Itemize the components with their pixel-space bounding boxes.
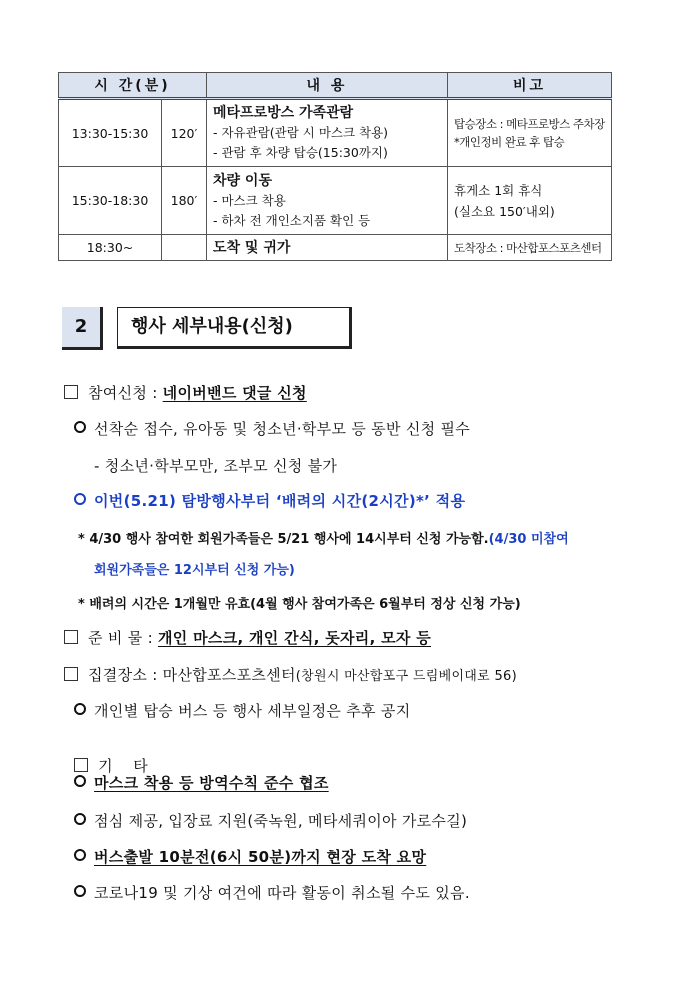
cell-content	[207, 235, 448, 261]
content-line: - 마스크 착용	[213, 192, 286, 208]
mask-text: 마스크 착용 등 방역수칙 준수 협조	[94, 774, 329, 792]
covid-row	[74, 882, 470, 903]
bus-depart-row	[74, 846, 426, 867]
table-row	[59, 99, 612, 167]
no-alone-text: - 청소년·학부모만, 조부모 신청 불가	[94, 457, 338, 475]
consider-text: 이번(5.21) 탐방행사부터 ‘배려의 시간(2시간)*’ 적용	[94, 492, 466, 510]
circle-bullet-icon	[74, 885, 86, 897]
note-line: (실소요 150′내외)	[454, 203, 555, 219]
checkbox-square-icon	[64, 385, 78, 399]
prep-label: 준 비 물 :	[88, 629, 153, 647]
note1-row	[78, 528, 569, 547]
lunch-text: 점심 제공, 입장료 지원(죽녹원, 메타세쿼이아 가로수길)	[94, 812, 468, 830]
meet-row	[64, 664, 517, 685]
bus-notice-text: 개인별 탑승 버스 등 행사 세부일정은 추후 공지	[94, 702, 411, 720]
apply-row	[64, 382, 307, 403]
cell-minutes: 180′	[162, 167, 207, 235]
note1-cont-text: 회원가족들은 12시부터 신청 가능)	[94, 563, 295, 578]
cell-time: 15:30-18:30	[59, 167, 162, 235]
note1-text: * 4/30 행사 참여한 회원가족들은 5/21 행사에 14시부터 신청 가능함.	[78, 532, 489, 547]
content-title: 도착 및 귀가	[213, 239, 291, 256]
header-time: 시 간(분)	[59, 73, 207, 99]
content-title: 메타프로방스 가족관람	[213, 105, 354, 121]
note2-row	[78, 593, 521, 612]
first-come-row	[74, 418, 470, 439]
circle-bullet-icon	[74, 849, 86, 861]
note2-text: * 배려의 시간은 1개월만 유효(4월 행사 참여가족은 6월부터 정상 신청 가능)	[78, 597, 521, 612]
meet-address: (창원시 마산합포구 드림베이대로 56)	[295, 669, 517, 684]
circle-bullet-icon	[74, 813, 86, 825]
table-row	[59, 167, 612, 235]
bus-depart-text: 버스출발 10분전(6시 50분)까지 현장 도착 요망	[94, 848, 427, 866]
bus-notice-row	[74, 700, 411, 721]
header-note: 비고	[448, 73, 612, 99]
header-content: 내 용	[207, 73, 448, 99]
etc-label: 기 타	[98, 757, 148, 775]
cell-content	[207, 99, 448, 167]
etc-row	[64, 737, 148, 776]
consider-row	[74, 490, 465, 511]
note-line: 탑승장소 : 메타프로방스 주차장	[454, 117, 605, 131]
circle-bullet-icon	[74, 775, 86, 787]
table-header-row	[59, 73, 612, 99]
no-alone-row	[94, 455, 337, 476]
cell-time: 13:30-15:30	[59, 99, 162, 167]
first-come-text: 선착순 접수, 유아동 및 청소년·학부모 등 동반 신청 필수	[94, 420, 471, 438]
note-line: *개인정비 완료 후 탑승	[454, 135, 565, 149]
schedule-table	[58, 72, 612, 261]
cell-content	[207, 167, 448, 235]
prep-value: 개인 마스크, 개인 간식, 돗자리, 모자 등	[158, 629, 431, 647]
prep-row	[64, 627, 431, 648]
circle-bullet-icon	[74, 493, 86, 505]
cell-note	[448, 235, 612, 261]
note-line: 도착장소 : 마산합포스포츠센터	[454, 240, 602, 255]
apply-value: 네이버밴드 댓글 신청	[162, 384, 307, 402]
cell-note	[448, 167, 612, 235]
content-line: - 하차 전 개인소지품 확인 등	[213, 212, 371, 228]
cell-minutes	[162, 235, 207, 261]
checkbox-square-icon	[64, 667, 78, 681]
cell-time: 18:30~	[59, 235, 162, 261]
covid-text: 코로나19 및 기상 여건에 따라 활동이 취소될 수도 있음.	[94, 884, 470, 902]
note-line: 휴게소 1회 휴식	[454, 182, 543, 198]
cell-note	[448, 99, 612, 167]
circle-bullet-icon	[74, 703, 86, 715]
lunch-row	[74, 810, 467, 831]
apply-label: 참여신청 :	[88, 384, 158, 402]
section-title: 행사 세부내용(신청)	[117, 307, 352, 349]
cell-minutes: 120′	[162, 99, 207, 167]
checkbox-square-icon	[74, 758, 88, 772]
note1-cont-row	[94, 559, 295, 578]
content-title: 차량 이동	[213, 172, 272, 189]
content-line: - 자유관람(관람 시 마스크 착용)	[213, 125, 389, 140]
circle-bullet-icon	[74, 421, 86, 433]
content-line: - 관람 후 차량 탑승(15:30까지)	[213, 145, 388, 160]
section-number: 2	[62, 307, 103, 350]
checkbox-square-icon	[64, 630, 78, 644]
table-row	[59, 235, 612, 261]
note1-highlight: (4/30 미참여	[488, 532, 569, 547]
mask-row	[74, 772, 329, 793]
meet-label: 집결장소 : 마산합포스포츠센터	[88, 666, 296, 684]
